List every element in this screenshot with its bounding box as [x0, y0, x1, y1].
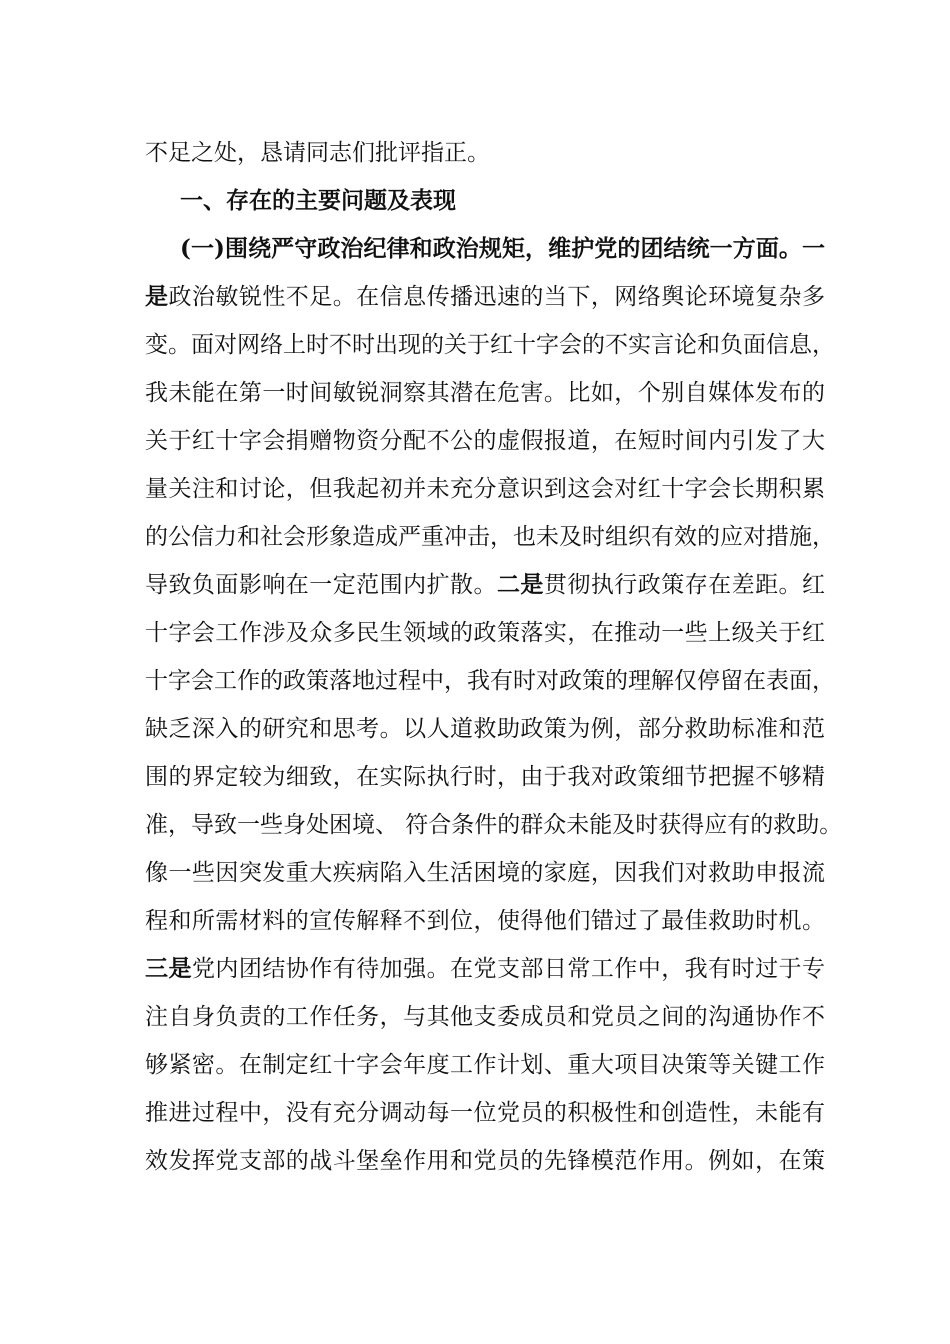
text-line [145, 277, 825, 317]
text-run: 党内团结协作有待加强。在党支部日常工作中，我有时过于专 [191, 956, 826, 982]
bold-run: 是 [145, 283, 169, 310]
text-line [145, 805, 843, 845]
subsection-heading [180, 229, 825, 269]
text-line [145, 757, 825, 797]
bold-run: 二是 [496, 571, 544, 598]
text-run: 导致负面影响在一定范围内扩散。 [145, 572, 497, 598]
text-line [145, 421, 825, 461]
text-line [145, 517, 835, 557]
text-run: (一)围绕严守政治纪律和政治规矩，维护党的团结统一方面。一 [180, 235, 825, 262]
text-line [145, 901, 825, 941]
text-run: 十字会工作涉及众多民生领域的政策落实，在推动一些上级关于红 [145, 620, 825, 646]
text-run: 变。面对网络上时不时出现的关于红十字会的不实言论和负面信息， [145, 332, 835, 358]
text-run: 像一些因突发重大疾病陷入生活困境的家庭，因我们对救助申报流 [145, 860, 825, 886]
text-line [145, 565, 825, 605]
text-run: 的公信力和社会形象造成严重冲击，也未及时组织有效的应对措施， [145, 524, 835, 550]
text-line [145, 133, 825, 173]
text-run: 量关注和讨论，但我起初并未充分意识到这会对红十字会长期积累 [145, 476, 825, 502]
bold-run: 三是 [145, 955, 192, 982]
section-heading [180, 181, 825, 221]
text-run: 不足之处，恳请同志们批评指正。 [145, 140, 490, 166]
text-run: 政治敏锐性不足。在信息传播迅速的当下，网络舆论环境复杂多 [168, 284, 826, 310]
text-run: 一、存在的主要问题及表现 [180, 187, 456, 214]
text-run: 够紧密。在制定红十字会年度工作计划、重大项目决策等关键工作 [145, 1052, 825, 1078]
text-line [145, 613, 825, 653]
text-run: 我未能在第一时间敏锐洞察其潜在危害。比如，个别自媒体发布的 [145, 380, 825, 406]
text-line [145, 1141, 825, 1181]
text-line [145, 373, 825, 413]
text-line [145, 1045, 825, 1085]
text-line [145, 949, 825, 989]
text-run: 注自身负责的工作任务，与其他支委成员和党员之间的沟通协作不 [145, 1004, 825, 1030]
text-run: 准，导致一些身处困境、 符合条件的群众未能及时获得应有的救助。 [145, 812, 843, 838]
text-line [145, 325, 835, 365]
text-line [145, 997, 825, 1037]
text-run: 效发挥党支部的战斗堡垒作用和党员的先锋模范作用。例如，在策 [145, 1148, 825, 1174]
text-line [145, 661, 835, 701]
text-run: 十字会工作的政策落地过程中，我有时对政策的理解仅停留在表面， [145, 668, 835, 694]
text-line [145, 853, 825, 893]
text-run: 贯彻执行政策存在差距。红 [543, 572, 826, 598]
text-line [145, 469, 825, 509]
text-run: 缺乏深入的研究和思考。以人道救助政策为例，部分救助标准和范 [145, 716, 825, 742]
text-line [145, 709, 825, 749]
text-run: 围的界定较为细致，在实际执行时，由于我对政策细节把握不够精 [145, 764, 825, 790]
text-line [145, 1093, 825, 1133]
text-run: 推进过程中，没有充分调动每一位党员的积极性和创造性，未能有 [145, 1100, 825, 1126]
text-run: 程和所需材料的宣传解释不到位，使得他们错过了最佳救助时机。 [145, 908, 825, 934]
text-run: 关于红十字会捐赠物资分配不公的虚假报道，在短时间内引发了大 [145, 428, 825, 454]
